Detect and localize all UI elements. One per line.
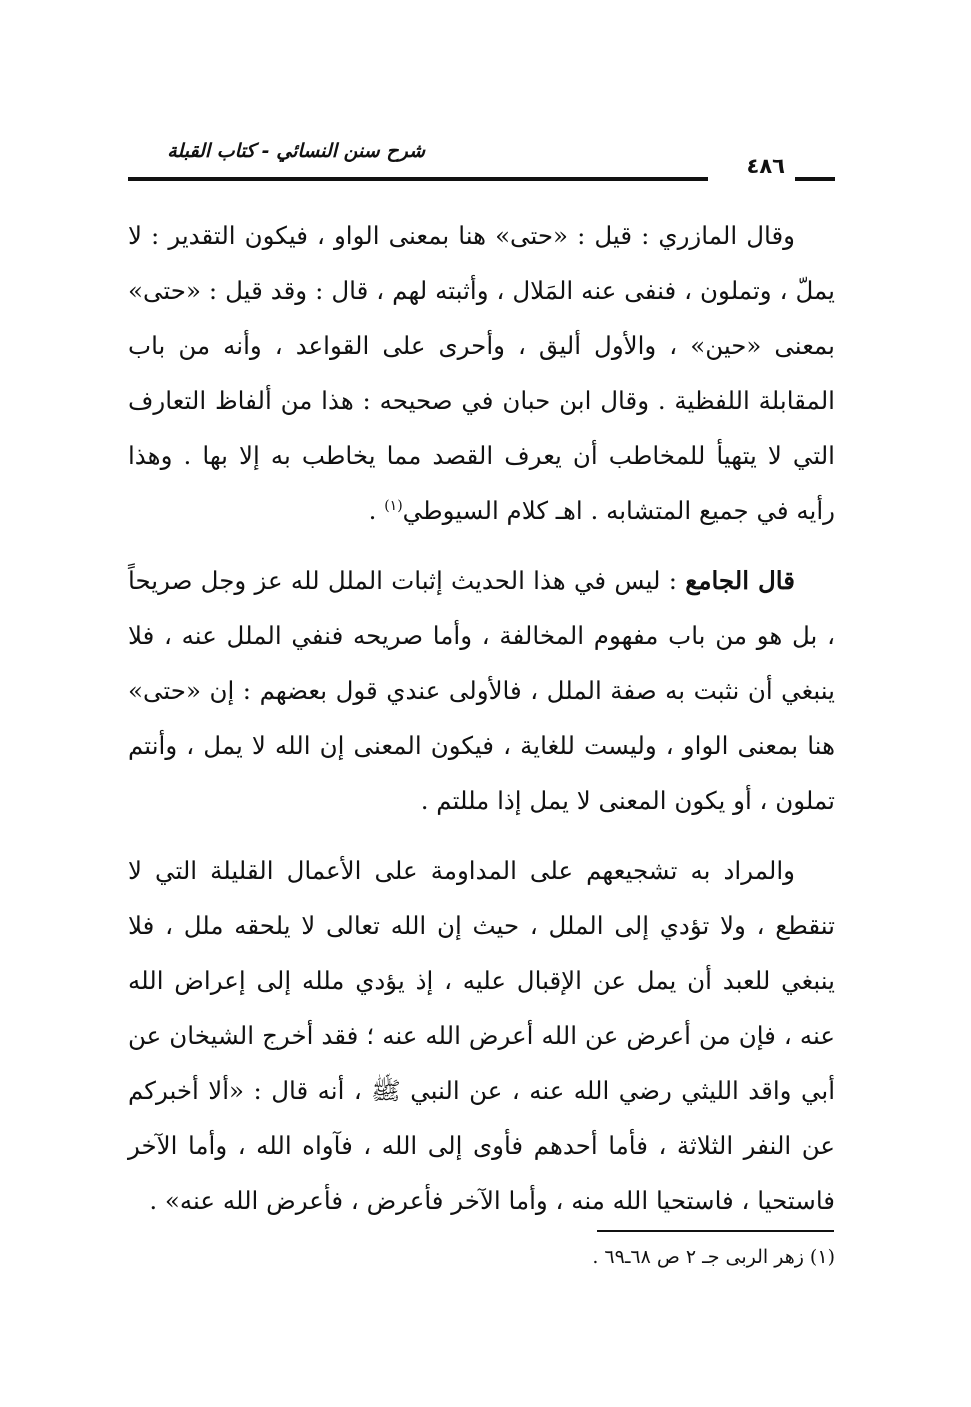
paragraph-text: والمراد به تشجيعهم على المداومة على الأعمال القليلة التي لا تنقطع ، ولا تؤدي إلى الملل ، حيث إن الله تعالى لا يلحقه ملل ، فلا ينبغي للعبد أن يمل عن الإقبال عليه ، إذ يؤدي ملله إلى إعراض الله عنه ، فإن من أعرض عن الله أعرض الله عنه ؛ فقد أخرج الشيخان عن أبي واقد الليثي رضي الله عنه ، عن النبي ﷺ ، أنه قال : «ألا أخبركم عن النفر الثلاثة ، فأما أحدهم فأوى إلى الله ، فآواه الله ، وأما الآخر فاستحيا ، فاستحيا الله منه ، وأما الآخر فأعرض ، فأعرض الله عنه» . [128,856,835,1215]
page-header [128,140,835,190]
paragraph-text: وقال المازري : قيل : «حتى» هنا بمعنى الواو ، فيكون التقدير : لا يملّ ، وتملون ، فنفى عنه المَلال ، وأثبته لهم ، قال : وقد قيل : «حتى» بمعنى «حين» ، والأول أليق ، وأحرى على القواعد ، وأنه من باب المقابلة اللفظية . وقال ابن حبان في صحيحه : هذا من ألفاظ التعارف التي لا يتهيأ للمخاطب أن يعرف القصد مما يخاطب به إلا بها . وهذا رأيه في جميع المتشابه . اهـ كلام السيوطي [128,221,835,525]
paragraph-label: قال الجامع [685,566,795,595]
book-title: شرح سنن النسائي - كتاب القبلة [167,140,425,162]
footnote-ref: (١) [384,497,403,514]
paragraph-tail: . [368,496,385,525]
page-number: ٤٨٦ [746,154,785,178]
paragraph-murad [128,843,835,1228]
paragraph-mazari [128,208,835,538]
footnote-rule [597,1230,834,1232]
body-text [128,208,835,1228]
paragraph-text: : ليس في هذا الحديث إثبات الملل لله عز وجل صريحاً ، بل هو من باب مفهوم المخالفة ، وأما صريحه فنفي الملل عنه ، فلا ينبغي أن نثبت به صفة الملل ، فالأولى عندي قول بعضهم : إن «حتى» هنا بمعنى الواو ، وليست للغاية ، فيكون المعنى إن الله لا يمل ، وأنتم تملون ، أو يكون المعنى لا يمل إذا مللتم . [128,566,835,815]
header-rule [128,177,708,181]
header-rule-short [795,177,835,181]
paragraph-jami [128,553,835,828]
footnote: (١) زهر الربى جـ ٢ ص ٦٨ـ٦٩ . [592,1246,835,1268]
